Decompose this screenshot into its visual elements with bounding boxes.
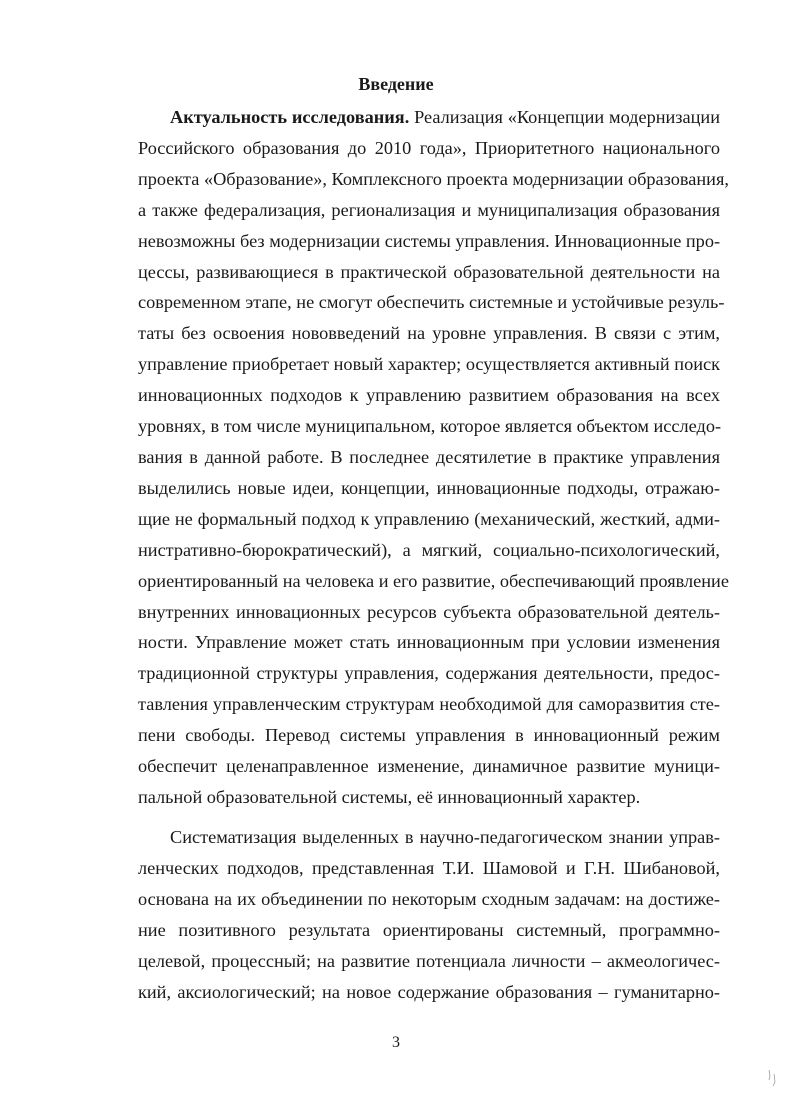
text-line: невозможны без модернизации системы управления. Инновационные про- xyxy=(138,230,721,251)
text-line: Систематизация выделенных в научно-педагогическом знании управ- xyxy=(170,827,720,847)
pencil-mark-icon xyxy=(766,1068,778,1088)
text-line: пальной образовательной системы, её инновационный характер. xyxy=(138,786,641,807)
text-line: ориентированный на человека и его развитие, обеспечивающий проявление xyxy=(138,570,729,591)
text-line: ленческих подходов, представленная Т.И. Шамовой и Г.Н. Шибановой, xyxy=(138,857,720,878)
text-line: инновационных подходов к управлению развитием образования на всех xyxy=(138,385,720,406)
text-line: уровнях, в том числе муниципальном, которое является объектом исследо- xyxy=(138,416,722,437)
text-line: традиционной структуры управления, содержания деятельности, предос- xyxy=(138,663,720,684)
text-line: ние позитивного результата ориентированы системный, программно- xyxy=(138,919,720,940)
text-line: а также федерализация, регионализация и муниципализация образования xyxy=(138,199,720,220)
text-line: проекта «Образование», Комплексного проекта модернизации образования, xyxy=(138,168,729,189)
paragraph-systematization xyxy=(138,822,720,1007)
text-line: обеспечит целенаправленное изменение, динамичное развитие муници- xyxy=(138,756,720,777)
text-line: внутренних инновационных ресурсов субъекта образовательной деятель- xyxy=(138,601,720,622)
text-line: целевой, процессный; на развитие потенциала личности – акмеологичес- xyxy=(138,950,720,971)
text-line: Актуальность исследования. Реализация «Концепции модернизации xyxy=(170,107,720,127)
text-line: таты без освоения нововведений на уровне управления. В связи с этим, xyxy=(138,323,720,344)
text-line: основана на их объединении по некоторым сходным задачам: на достиже- xyxy=(138,888,720,909)
text-line: выделились новые идеи, концепции, инновационные подходы, отражаю- xyxy=(138,477,720,498)
text-line: щие не формальный подход к управлению (механический, жесткий, адми- xyxy=(138,508,720,529)
text-line: нистративно-бюрократический), а мягкий, социально-психологический, xyxy=(138,539,720,560)
text-line: ности. Управление может стать инновационным при условии изменения xyxy=(138,632,720,653)
text-line: управление приобретает новый характер; осуществляется активный поиск xyxy=(138,354,720,375)
section-heading: Введение xyxy=(358,74,434,94)
text-line: вания в данной работе. В последнее десятилетие в практике управления xyxy=(138,446,720,467)
text-line: Российского образования до 2010 года», Приоритетного национального xyxy=(138,137,720,158)
page-number: 3 xyxy=(392,1034,400,1051)
lead-phrase: Актуальность исследования. xyxy=(170,107,410,127)
text-line: современном этапе, не смогут обеспечить системные и устойчивые резуль- xyxy=(138,292,725,313)
text-line: цессы, развивающиеся в практической образовательной деятельности на xyxy=(138,261,720,282)
text-line: кий, аксиологический; на новое содержание образования – гуманитарно- xyxy=(138,981,720,1002)
paragraph-relevance xyxy=(138,102,729,813)
text-line: тавления управленческим структурам необходимой для саморазвития сте- xyxy=(138,694,720,715)
text-line: пени свободы. Перевод системы управления в инновационный режим xyxy=(138,725,720,746)
